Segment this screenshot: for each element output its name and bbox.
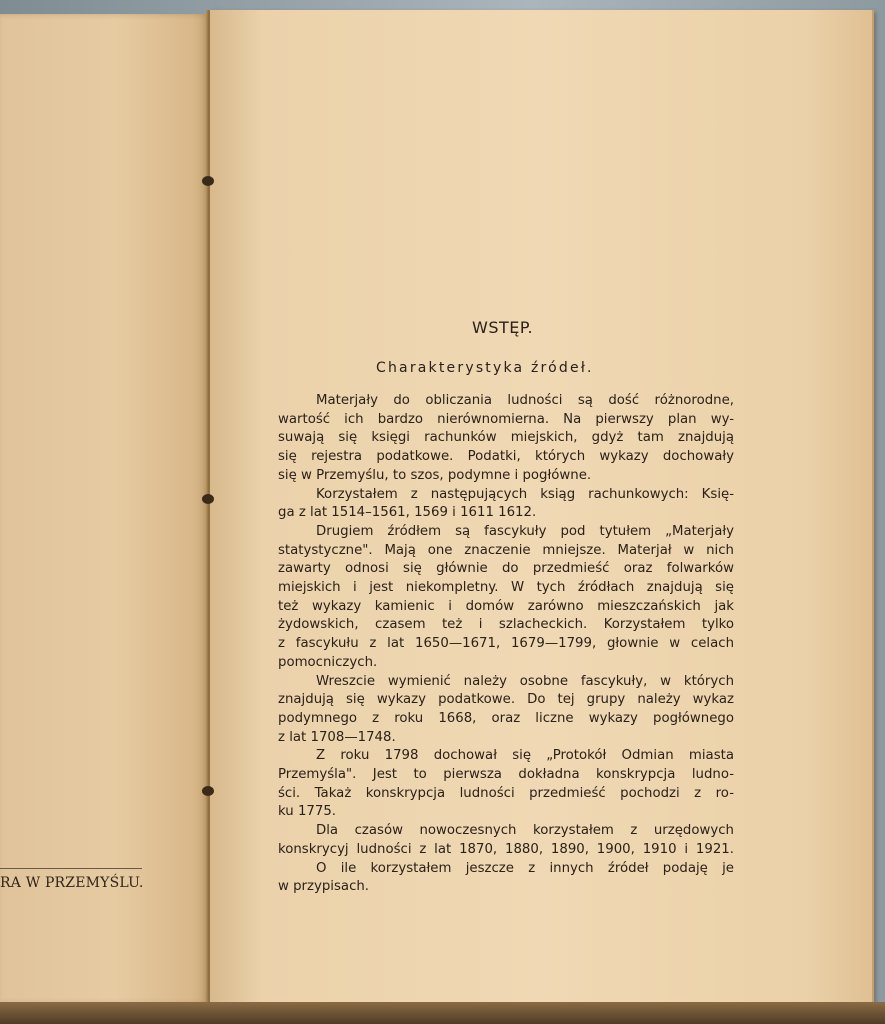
body-text	[278, 392, 734, 897]
page-bottom-edge	[0, 1002, 885, 1024]
binding-stitch	[202, 786, 214, 796]
text-line: ga z lat 1514–1561, 1569 i 1611 1612.	[278, 505, 537, 521]
text-line: Przemyśla". Jest to pierwsza dokładna konskrypcja ludno-	[278, 767, 734, 783]
footer-rule	[0, 868, 142, 869]
left-page-footer: RA W PRZEMYŚLU.	[0, 875, 144, 891]
text-line: zawarty odnosi się głównie do przedmieść oraz folwarków	[278, 561, 734, 577]
text-line: Drugiem źródłem są fascykuły pod tytułem „Materjały	[316, 523, 734, 539]
text-line: O ile korzystałem jeszcze z innych źródeł podaję je	[316, 860, 734, 876]
text-line: Dla czasów nowoczesnych korzystałem z urzędowych	[316, 823, 734, 839]
text-line: Korzystałem z następujących ksiąg rachunkowych: Księ-	[316, 486, 734, 502]
text-line: miejskich i jest niekompletny. W tych źródłach znajdują się	[278, 580, 734, 596]
binding-stitch	[202, 494, 214, 504]
page-subheading: Charakterystyka źródeł.	[376, 360, 594, 376]
text-line: w przypisach.	[278, 879, 370, 895]
text-line: się w Przemyślu, to szos, podymne i pogłówne.	[278, 467, 592, 483]
text-line: się rejestra podatkowe. Podatki, których wykazy dochowały	[278, 449, 734, 465]
text-line: statystyczne". Mają one znaczenie mniejsze. Materjał w nich	[278, 542, 734, 558]
text-line: też wykazy kamienic i domów zarówno mieszczańskich jak	[278, 598, 734, 614]
text-line: znajdują się wykazy podatkowe. Do tej grupy należy wykaz	[278, 692, 734, 708]
text-line: żydowskich, czasem też i szlacheckich. Korzystałem tylko	[278, 617, 734, 633]
text-line: konskrycyj ludności z lat 1870, 1880, 1890, 1900, 1910 i 1921.	[278, 841, 734, 857]
text-line: suwają się księgi rachunków miejskich, gdyż tam znajdują	[278, 430, 734, 446]
text-line: Wreszcie wymienić należy osobne fascykuły, w których	[316, 673, 734, 689]
binding-stitch	[202, 176, 214, 186]
text-line: ści. Takaż konskrypcja ludności przedmieść pochodzi z ro-	[278, 785, 734, 801]
text-line: z lat 1708—1748.	[278, 729, 396, 745]
text-line: z fascykułu z lat 1650—1671, 1679—1799, głownie w celach	[278, 636, 734, 652]
text-line: Z roku 1798 dochował się „Protokół Odmian miasta	[316, 748, 734, 764]
text-line: wartość ich bardzo nierównomierna. Na pierwszy plan wy-	[278, 411, 734, 427]
text-line: podymnego z roku 1668, oraz liczne wykazy pogłównego	[278, 710, 734, 726]
text-line: ku 1775.	[278, 804, 337, 820]
text-line: Materjały do obliczania ludności są dość różnorodne,	[316, 393, 734, 408]
text-line: pomocniczych.	[278, 654, 378, 670]
left-page	[0, 14, 208, 1004]
page-heading: WSTĘP.	[472, 318, 534, 337]
